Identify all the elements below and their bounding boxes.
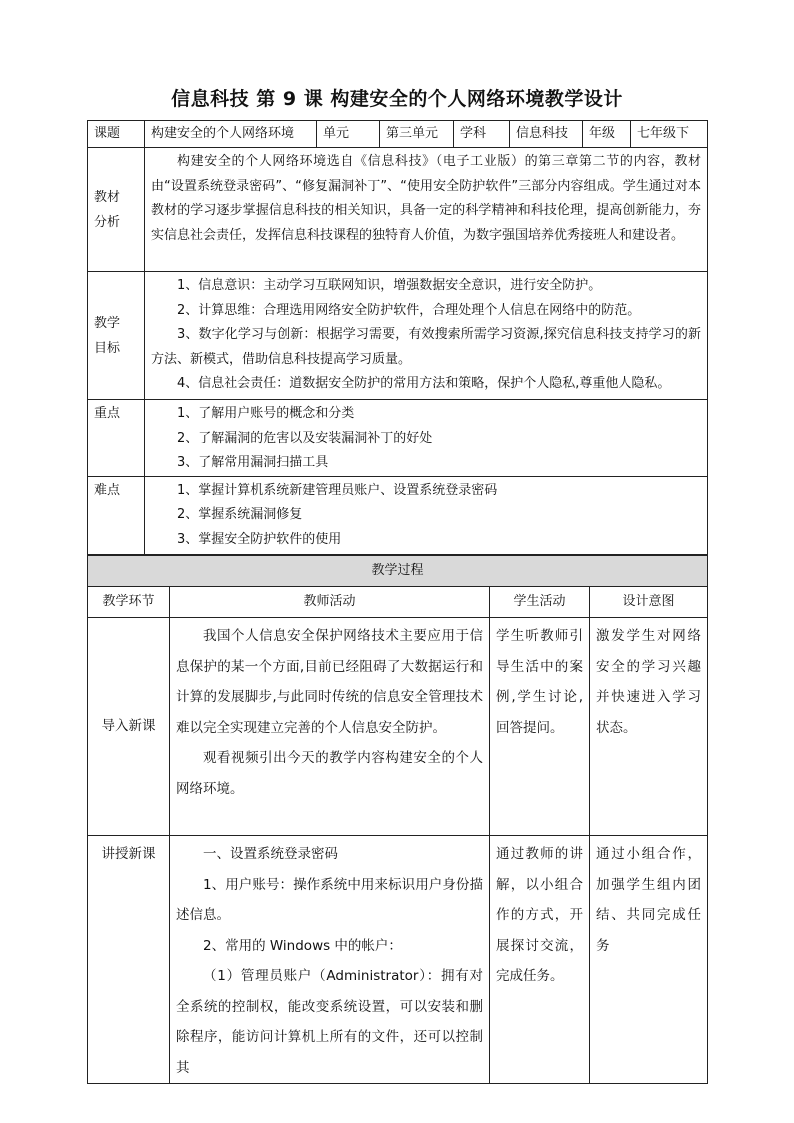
header-student: 学生活动 <box>490 587 590 618</box>
difficulty-item: 3、掌握安全防护软件的使用 <box>177 531 342 547</box>
goal-item: 4、信息社会责任：道数据安全防护的常用方法和策略，保护个人隐私,尊重他人隐私。 <box>177 376 671 391</box>
teaching-process-table <box>87 555 708 1084</box>
key-points-row <box>88 400 708 477</box>
subject-value: 信息科技 <box>510 121 583 148</box>
process-section-title: 教学过程 <box>88 556 708 587</box>
difficulty-item: 2、掌握系统漏洞修复 <box>177 507 303 522</box>
material-label <box>88 148 145 272</box>
material-text: 构建安全的个人网络环境选自《信息科技》（电子工业版）的第三章第二节的内容，教材由“设置系统登录密码”、“修复漏洞补丁”、“使用安全防护软件”三部分内容组成。学生通过对本教材的学习逐步掌握信息科技的相关知识，具备一定的科学精神和科技伦理，提高创新能力，夯实信息社会责任，发挥信息科技课程的独特育人价值，为数字强国培养优秀接班人和建设者。 <box>151 154 701 243</box>
unit-label: 单元 <box>317 121 380 148</box>
process-header-row <box>88 587 708 618</box>
grade-label: 年级 <box>583 121 631 148</box>
material-row <box>88 148 708 272</box>
goals-label <box>88 272 145 400</box>
key-point-item: 3、了解常用漏洞扫描工具 <box>177 455 329 470</box>
goal-item: 1、信息意识：主动学习互联网知识，增强数据安全意识，进行安全防护。 <box>177 278 602 293</box>
student-activity-cell: 学生听教师引导生活中的案例,学生讨论,回答提问。 <box>490 618 590 836</box>
stage-cell: 讲授新课 <box>88 836 170 1084</box>
info-row <box>88 121 708 148</box>
design-intent-cell: 通过小组合作，加强学生组内团结、共同完成任务 <box>590 836 708 1084</box>
difficulties-content <box>145 476 708 554</box>
header-stage: 教学环节 <box>88 587 170 618</box>
process-section-row <box>88 556 708 587</box>
topic-value: 构建安全的个人网络环境 <box>145 121 317 148</box>
teacher-paragraph: 一、设置系统登录密码 <box>203 846 338 862</box>
subject-label: 学科 <box>454 121 510 148</box>
goal-item: 3、数字化学习与创新：根据学习需要，有效搜索所需学习资源,探究信息科技支持学习的新方法、新模式，借助信息科技提高学习质量。 <box>151 327 701 367</box>
key-point-item: 2、了解漏洞的危害以及安装漏洞补丁的好处 <box>177 430 433 446</box>
unit-value: 第三单元 <box>380 121 454 148</box>
page-title: 信息科技 第 9 课 构建安全的个人网络环境教学设计 <box>171 88 623 110</box>
design-intent-cell: 激发学生对网络安全的学习兴趣并快速进入学习状态。 <box>590 618 708 836</box>
material-analysis <box>145 148 708 272</box>
process-row-lecture <box>88 836 708 1084</box>
teacher-activity-cell <box>170 618 490 836</box>
goals-content <box>145 272 708 400</box>
goal-item: 2、计算思维：合理选用网络安全防护软件，合理处理个人信息在网络中的防范。 <box>177 302 641 318</box>
grade-value: 七年级下 <box>631 121 708 148</box>
stage-cell: 导入新课 <box>88 618 170 836</box>
teacher-activity-cell <box>170 836 490 1084</box>
goals-row <box>88 272 708 400</box>
goals-label-line1: 教学 <box>94 316 121 331</box>
topic-label: 课题 <box>88 121 145 148</box>
material-label-line1: 教材 <box>94 190 121 205</box>
key-points-label: 重点 <box>88 400 145 477</box>
teacher-paragraph: 2、常用的 Windows 中的帐户： <box>203 937 402 954</box>
material-label-line2: 分析 <box>94 214 121 230</box>
lesson-info-table <box>87 120 708 555</box>
difficulties-label: 难点 <box>88 476 145 554</box>
key-point-item: 1、了解用户账号的概念和分类 <box>177 406 355 421</box>
key-points-content <box>145 400 708 477</box>
difficulties-row <box>88 476 708 554</box>
teacher-paragraph: 观看视频引出今天的教学内容构建安全的个人网络环境。 <box>176 750 483 797</box>
difficulty-item: 1、掌握计算机系统新建管理员账户、设置系统登录密码 <box>177 482 498 498</box>
header-intent: 设计意图 <box>590 587 708 618</box>
teacher-paragraph: （1）管理员账户（Administrator）：拥有对全系统的控制权，能改变系统设置，可以安装和删除程序，能访问计算机上所有的文件，还可以控制其 <box>176 968 483 1076</box>
teacher-paragraph: 我国个人信息安全保护网络技术主要应用于信息保护的某一个方面,目前已经阻碍了大数据运行和计算的发展脚步,与此同时传统的信息安全管理技术难以完全实现建立完善的个人信息安全防护。 <box>176 628 483 736</box>
header-teacher: 教师活动 <box>170 587 490 618</box>
student-activity-cell: 通过教师的讲解，以小组合作的方式，开展探讨交流，完成任务。 <box>490 836 590 1084</box>
process-row-intro <box>88 618 708 836</box>
teacher-paragraph: 1、用户账号：操作系统中用来标识用户身份描述信息。 <box>176 876 483 923</box>
goals-label-line2: 目标 <box>94 340 121 356</box>
